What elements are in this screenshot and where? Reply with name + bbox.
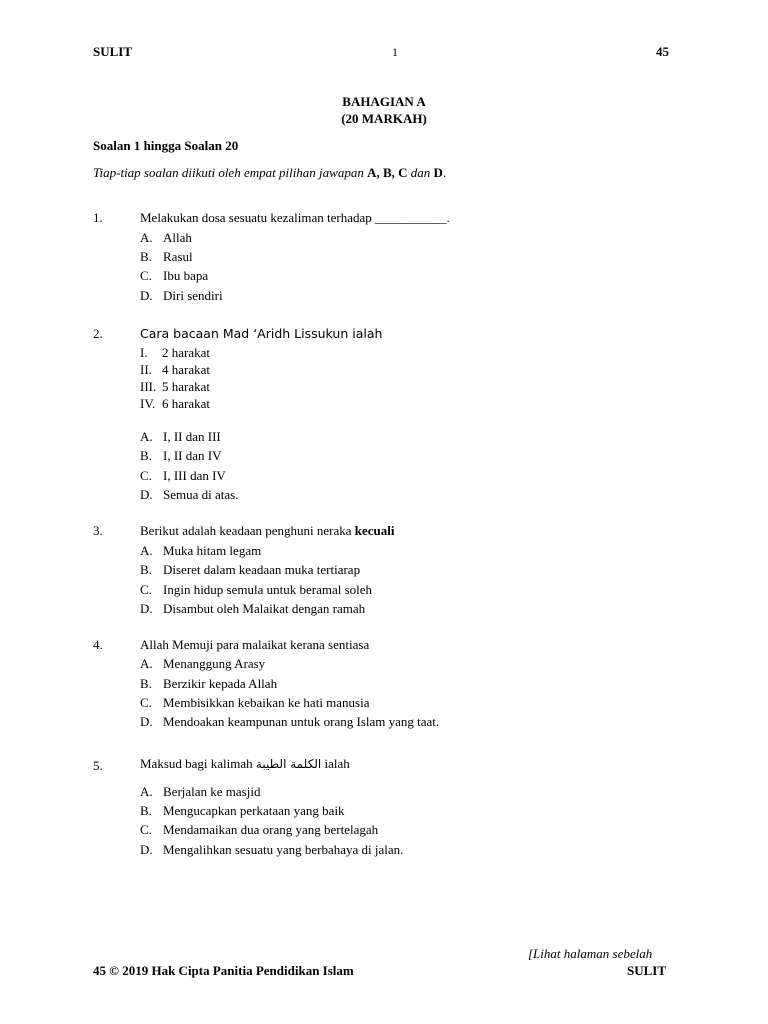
option-d: D. Mengalihkan sesuatu yang berbahaya di jalan. <box>140 842 404 857</box>
question-number: 5. <box>93 758 103 773</box>
header-page-number: 1 <box>392 45 398 59</box>
option-b: B. Berzikir kepada Allah <box>140 676 278 691</box>
question-text: Cara bacaan Mad ‘Aridh Lissukun ialah <box>140 326 383 341</box>
instruction-text: Tiap-tiap soalan diikuti oleh empat pilihan jawapan <box>93 165 368 180</box>
option-a: A. I, II dan III <box>140 429 221 444</box>
instruction-end: . <box>442 165 447 180</box>
header-sulit: SULIT <box>93 44 133 59</box>
option-c: C. Ibu bapa <box>140 268 209 283</box>
option-a: A. Allah <box>140 230 192 245</box>
option-a: A. Berjalan ke masjid <box>140 784 261 799</box>
option-c: C. Membisikkan kebaikan ke hati manusia <box>140 695 370 710</box>
instruction-letters: A, B, C <box>367 165 408 180</box>
instruction-letter-d: D <box>433 165 443 180</box>
instruction-dan: dan <box>407 165 434 180</box>
question-text: Melakukan dosa sesuatu kezaliman terhadap ___________. <box>140 210 450 225</box>
option-c: C. Mendamaikan dua orang yang bertelagah <box>140 822 379 837</box>
statement-iv: IV. 6 harakat <box>140 396 211 411</box>
question-range: Soalan 1 hingga Soalan 20 <box>93 138 239 153</box>
option-b: B. Rasul <box>140 249 193 264</box>
option-c: C. I, III dan IV <box>140 468 226 483</box>
question-number: 3. <box>93 523 103 538</box>
question-emphasis: kecuali <box>354 523 395 538</box>
question-number: 1. <box>93 210 103 225</box>
question-number: 2. <box>93 326 103 341</box>
option-b: B. Diseret dalam keadaan muka tertiarap <box>140 562 361 577</box>
next-page-note: [Lihat halaman sebelah <box>528 946 653 961</box>
question-text: Allah Memuji para malaikat kerana sentiasa <box>140 637 370 652</box>
question-number: 4. <box>93 637 103 652</box>
footer-copyright: 45 © 2019 Hak Cipta Panitia Pendidikan Islam <box>93 963 354 978</box>
option-b: B. I, II dan IV <box>140 448 222 463</box>
option-a: A. Menanggung Arasy <box>140 656 266 671</box>
option-b: B. Mengucapkan perkataan yang baik <box>140 803 345 818</box>
arabic-phrase: الكلمة الطيبة <box>255 757 322 771</box>
instruction-line <box>93 166 446 181</box>
statement-ii: II. 4 harakat <box>140 362 211 377</box>
header-paper-code: 45 <box>656 44 669 59</box>
footer-sulit: SULIT <box>627 963 667 978</box>
section-marks: (20 MARKAH) <box>341 111 427 126</box>
option-d: D. Disambut oleh Malaikat dengan ramah <box>140 601 366 616</box>
question-text: Berikut adalah keadaan penghuni neraka kecuali <box>140 523 395 538</box>
option-d: D. Mendoakan keampunan untuk orang Islam yang taat. <box>140 714 440 729</box>
option-d: D. Diri sendiri <box>140 288 223 303</box>
section-title: BAHAGIAN A <box>342 94 426 109</box>
question-text: Maksud bagi kalimah الكلمة الطيبة ialah <box>140 756 350 771</box>
option-c: C. Ingin hidup semula untuk beramal soleh <box>140 582 373 597</box>
option-d: D. Semua di atas. <box>140 487 239 502</box>
statement-iii: III. 5 harakat <box>140 379 211 394</box>
statement-i: I. 2 harakat <box>140 345 211 360</box>
option-a: A. Muka hitam legam <box>140 543 262 558</box>
